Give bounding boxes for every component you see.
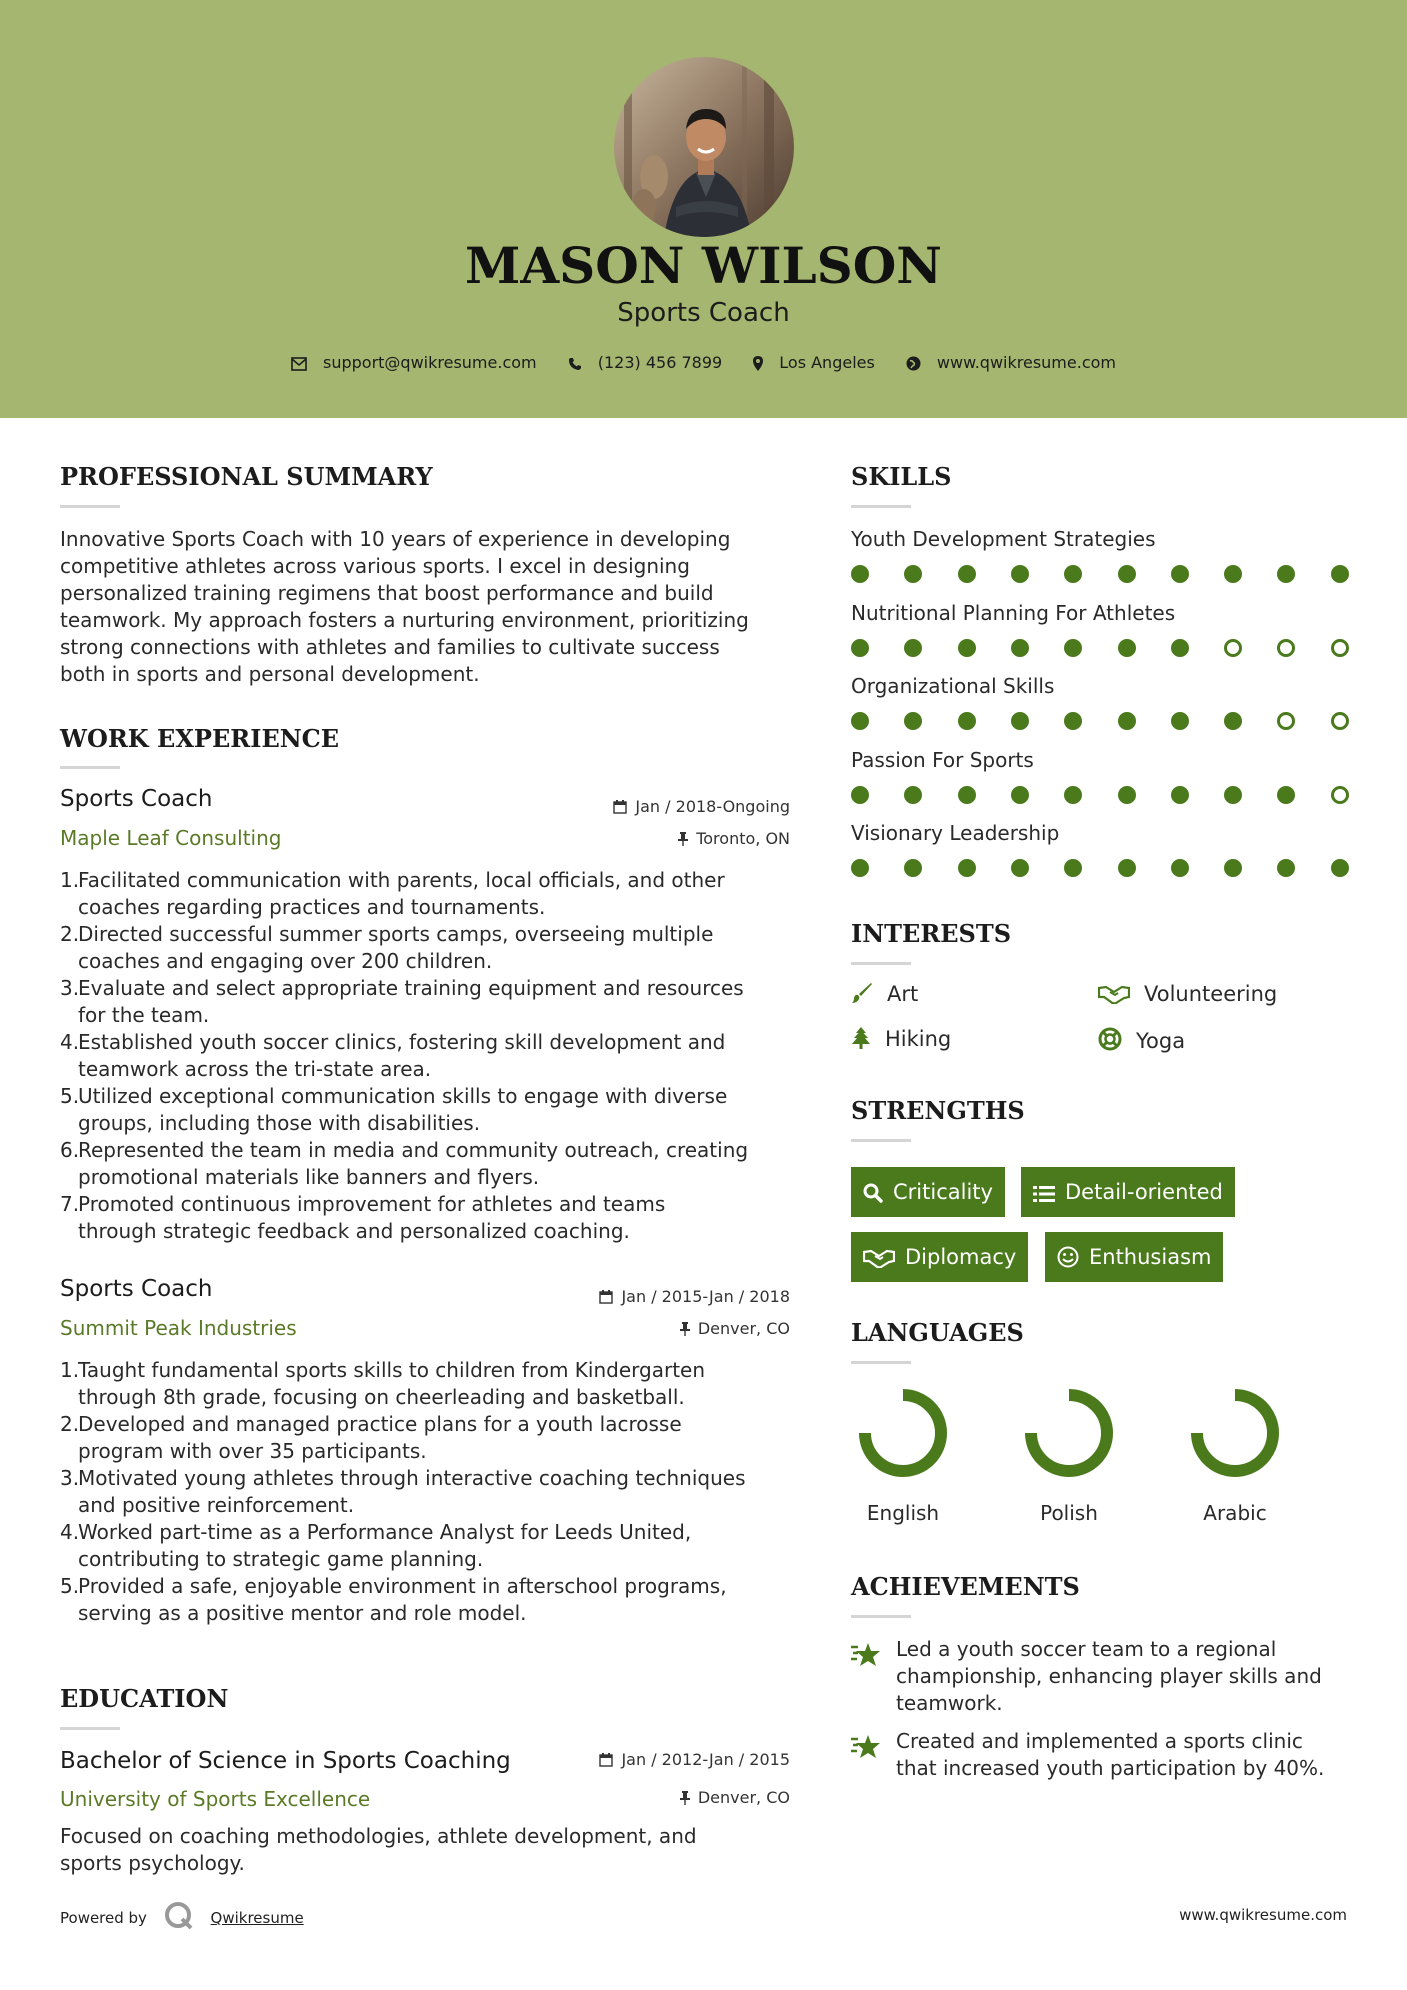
skills-rule	[851, 505, 911, 508]
tree-icon	[851, 1027, 871, 1049]
list-item: Promoted continuous improvement for athletes and teams through strategic feedback and personalized coaching.	[78, 1192, 666, 1243]
skill-dot-filled	[851, 712, 869, 730]
globe-icon	[906, 356, 921, 371]
experience-rule	[60, 766, 120, 769]
job-company: Maple Leaf Consulting	[60, 826, 282, 850]
paintbrush-icon	[851, 982, 873, 1004]
job-location: Denver, CO	[680, 1319, 790, 1338]
handshake-icon	[863, 1248, 895, 1268]
qwikresume-link[interactable]: Qwikresume	[210, 1909, 304, 1927]
school-name: University of Sports Excellence	[60, 1787, 371, 1811]
calendar-icon	[599, 1753, 613, 1767]
strength-tag: Detail-oriented	[1021, 1167, 1235, 1217]
list-item: Represented the team in media and community outreach, creating promotional materials like banners and flyers.	[78, 1138, 749, 1189]
skill-dot-filled	[1118, 639, 1136, 657]
skill-label: Passion For Sports	[851, 747, 1034, 772]
skill-dot-filled	[1011, 786, 1029, 804]
skill-dot-filled	[1064, 639, 1082, 657]
skill-dot-filled	[1171, 786, 1189, 804]
contact-location: Los Angeles	[753, 353, 875, 372]
language-label: Arabic	[1203, 1501, 1267, 1525]
phone-icon	[568, 357, 582, 371]
skill-dot-empty	[1277, 712, 1295, 730]
calendar-icon	[599, 1290, 613, 1304]
list-item: Utilized exceptional communication skills to engage with diverse groups, including those with disabilities.	[78, 1084, 728, 1135]
skill-dot-filled	[1011, 639, 1029, 657]
contact-bar	[0, 352, 1407, 372]
language-ring	[1024, 1388, 1114, 1478]
list-icon	[1033, 1185, 1055, 1203]
skill-dot-filled	[1171, 712, 1189, 730]
summary-text: Innovative Sports Coach with 10 years of experience in developing competitive athletes across various sports. I excel in designing personalized training regimens that boost performance and build teamwork. My approach fosters a nurturing environment, prioritizing strong connections with athletes and families to cultivate success both in sports and personal development.	[60, 527, 749, 686]
skills-heading: SKILLS	[851, 462, 952, 491]
interest-volunteering: Volunteering	[1098, 982, 1277, 1006]
job-title: Sports Coach	[60, 1276, 213, 1302]
candidate-role: Sports Coach	[617, 298, 790, 328]
skill-dot-filled	[1171, 639, 1189, 657]
summary-rule	[60, 505, 120, 508]
skill-dot-filled	[1224, 712, 1242, 730]
job-dates: Jan / 2015-Jan / 2018	[599, 1287, 790, 1306]
qwikresume-logo-icon	[164, 1901, 194, 1931]
achievements-heading: ACHIEVEMENTS	[851, 1572, 1080, 1601]
skill-label: Nutritional Planning For Athletes	[851, 600, 1176, 625]
skill-dot-filled	[1331, 859, 1349, 877]
skill-dot-filled	[958, 639, 976, 657]
job-title: Sports Coach	[60, 786, 213, 812]
footer-powered-by: Powered by Qwikresume	[60, 1901, 304, 1931]
skill-label: Visionary Leadership	[851, 821, 1060, 845]
skill-dot-filled	[1224, 786, 1242, 804]
education-rule	[60, 1727, 120, 1730]
star-icon	[850, 1641, 882, 1669]
skill-dot-filled	[958, 712, 976, 730]
skill-dot-filled	[1118, 859, 1136, 877]
skill-dot-filled	[851, 639, 869, 657]
language-label: Polish	[1040, 1501, 1098, 1525]
life-ring-icon	[1098, 1027, 1122, 1051]
strength-tag: Criticality	[851, 1167, 1005, 1217]
interests-heading: INTERESTS	[851, 919, 1012, 948]
profile-photo	[614, 57, 794, 237]
skill-dot-filled	[1277, 786, 1295, 804]
achievements-rule	[851, 1615, 911, 1618]
skill-dot-filled	[958, 565, 976, 583]
skill-dot-filled	[1064, 565, 1082, 583]
smile-icon	[1057, 1246, 1079, 1268]
skill-dot-filled	[904, 565, 922, 583]
skill-dot-filled	[904, 786, 922, 804]
calendar-icon	[613, 800, 627, 814]
language-ring	[1190, 1388, 1280, 1478]
education-location: Denver, CO	[680, 1788, 790, 1807]
skill-dot-filled	[1118, 565, 1136, 583]
skill-dot-filled	[958, 859, 976, 877]
job-location: Toronto, ON	[678, 829, 790, 848]
language-label: English	[866, 1501, 940, 1525]
pushpin-icon	[680, 1322, 690, 1336]
list-item: Motivated young athletes through interactive coaching techniques and positive reinforcement.	[78, 1466, 746, 1517]
experience-heading: WORK EXPERIENCE	[60, 724, 340, 753]
list-item: Developed and managed practice plans for a youth lacrosse program with over 35 participants.	[78, 1412, 682, 1463]
strength-tag: Diplomacy	[851, 1232, 1028, 1282]
job-duties	[60, 867, 748, 1245]
skill-dot-filled	[1331, 565, 1349, 583]
list-item: Taught fundamental sports skills to children from Kindergarten through 8th grade, focusing on cheerleading and basketball.	[78, 1358, 706, 1409]
skill-dot-empty	[1331, 712, 1349, 730]
strength-tag: Enthusiasm	[1045, 1232, 1223, 1282]
skill-dot-filled	[851, 859, 869, 877]
interest-yoga: Yoga	[1098, 1027, 1185, 1053]
skill-dot-empty	[1331, 639, 1349, 657]
job-company: Summit Peak Industries	[60, 1316, 297, 1340]
handshake-icon	[1098, 984, 1130, 1004]
strengths-rule	[851, 1139, 911, 1142]
skill-label: Organizational Skills	[851, 674, 1055, 698]
skill-dot-filled	[958, 786, 976, 804]
skill-dot-empty	[1224, 639, 1242, 657]
language-level-arc	[1031, 1395, 1107, 1471]
skill-dot-filled	[851, 565, 869, 583]
job-dates: Jan / 2018-Ongoing	[613, 797, 790, 816]
skill-dot-filled	[1064, 712, 1082, 730]
job-duties	[60, 1357, 746, 1627]
interest-art: Art	[851, 982, 918, 1006]
list-item: Evaluate and select appropriate training equipment and resources for the team.	[78, 976, 744, 1027]
list-item: Provided a safe, enjoyable environment in afterschool programs, serving as a positive mentor and role model.	[78, 1574, 727, 1625]
degree-title: Bachelor of Science in Sports Coaching	[60, 1748, 511, 1774]
skill-dot-filled	[1011, 565, 1029, 583]
languages-heading: LANGUAGES	[851, 1318, 1024, 1347]
search-icon	[863, 1183, 883, 1203]
header-band	[0, 0, 1407, 418]
contact-email[interactable]: support@qwikresume.com	[291, 353, 537, 372]
skill-dot-filled	[1224, 565, 1242, 583]
summary-heading: PROFESSIONAL SUMMARY	[60, 462, 433, 491]
candidate-name: MASON WILSON	[465, 236, 942, 295]
achievement-item: Led a youth soccer team to a regional championship, enhancing player skills and teamwork.	[896, 1637, 1322, 1715]
list-item: Directed successful summer sports camps, overseeing multiple coaches and engaging over 200 children.	[78, 922, 714, 973]
skill-dot-filled	[904, 712, 922, 730]
interests-rule	[851, 962, 911, 965]
skill-dot-filled	[1277, 565, 1295, 583]
language-level-arc	[1197, 1395, 1273, 1471]
list-item: Worked part-time as a Performance Analyst for Leeds United, contributing to strategic game planning.	[78, 1520, 692, 1571]
skill-dot-filled	[1118, 712, 1136, 730]
skill-dot-filled	[1011, 859, 1029, 877]
interest-hiking: Hiking	[851, 1027, 951, 1051]
skill-dot-filled	[1171, 859, 1189, 877]
skill-dot-filled	[1011, 712, 1029, 730]
skill-dot-filled	[904, 639, 922, 657]
skill-dot-filled	[1277, 859, 1295, 877]
skill-dot-empty	[1331, 786, 1349, 804]
skill-dot-filled	[1224, 859, 1242, 877]
education-dates: Jan / 2012-Jan / 2015	[599, 1750, 790, 1769]
list-item: Facilitated communication with parents, local officials, and other coaches regarding practices and tournaments.	[78, 868, 725, 919]
map-pin-icon	[753, 356, 763, 371]
list-item: Established youth soccer clinics, fostering skill development and teamwork across the tri-state area.	[78, 1030, 726, 1081]
skill-dot-filled	[1064, 859, 1082, 877]
contact-phone[interactable]: (123) 456 7899	[568, 353, 722, 372]
skill-dot-filled	[1064, 786, 1082, 804]
skill-dot-filled	[851, 786, 869, 804]
pushpin-icon	[680, 1791, 690, 1805]
skill-dot-filled	[1118, 786, 1136, 804]
footer-url[interactable]: www.qwikresume.com	[1179, 1906, 1347, 1924]
language-ring	[858, 1388, 948, 1478]
pushpin-icon	[678, 832, 688, 846]
skill-dot-filled	[904, 859, 922, 877]
education-description: Focused on coaching methodologies, athlete development, and sports psychology.	[60, 1824, 697, 1875]
achievement-item: Created and implemented a sports clinic that increased youth participation by 40%.	[896, 1729, 1325, 1780]
strengths-heading: STRENGTHS	[851, 1096, 1025, 1125]
skill-dot-filled	[1171, 565, 1189, 583]
language-level-arc	[865, 1395, 941, 1471]
languages-rule	[851, 1361, 911, 1364]
skill-dot-empty	[1277, 639, 1295, 657]
contact-website[interactable]: www.qwikresume.com	[906, 353, 1116, 372]
skill-label: Youth Development Strategies	[851, 527, 1156, 551]
star-icon	[850, 1733, 882, 1761]
envelope-icon	[291, 357, 307, 371]
education-heading: EDUCATION	[60, 1684, 229, 1713]
